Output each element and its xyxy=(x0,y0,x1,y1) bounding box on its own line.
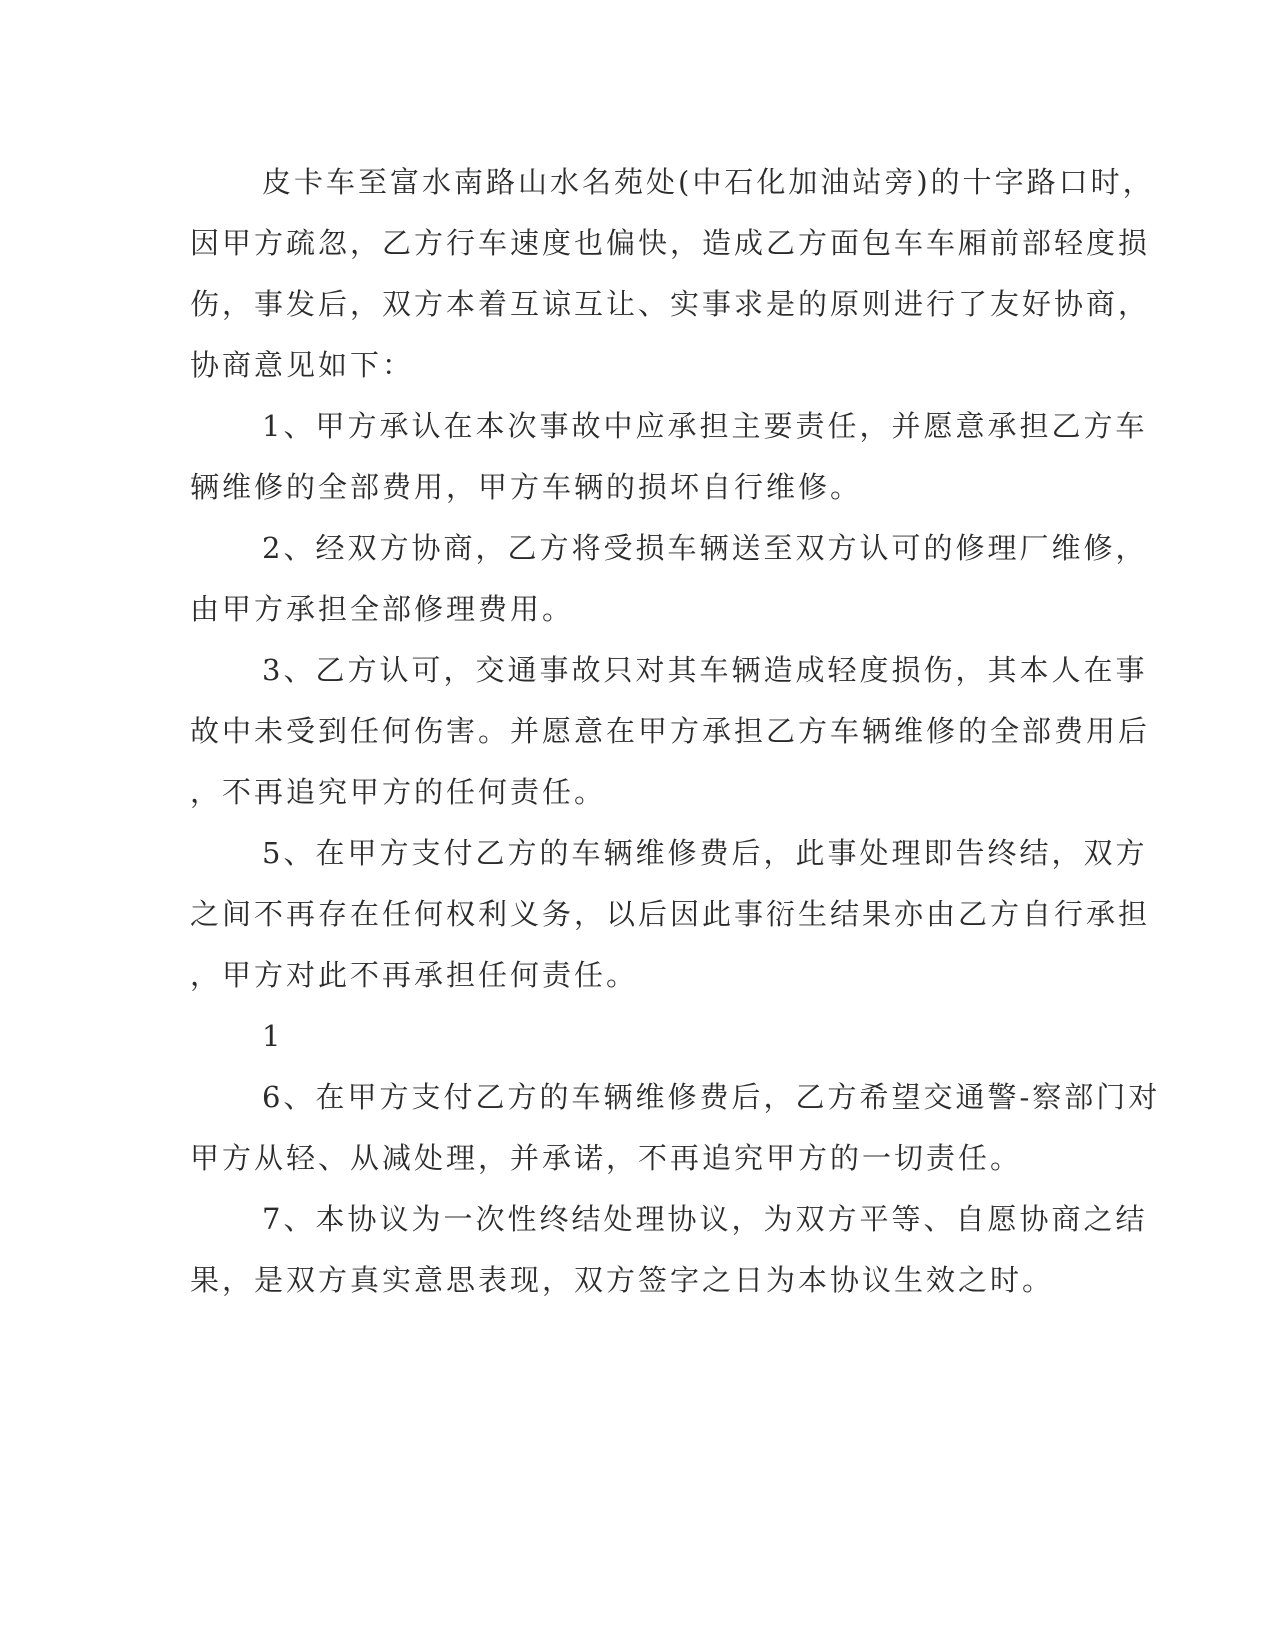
clause-3-line: 3、乙方认可，交通事故只对其车辆造成轻度损伤，其本人在事 xyxy=(262,653,1148,687)
text-line: 甲方从轻、从减处理，并承诺，不再追究甲方的一切责任。 xyxy=(190,1141,1023,1175)
text-line: 之间不再存在任何权利义务，以后因此事衍生结果亦由乙方自行承担 xyxy=(190,897,1151,931)
text-line: 伤，事发后，双方本着互谅互让、实事求是的原则进行了友好协商， xyxy=(190,287,1151,321)
clause-7-line: 7、本协议为一次性终结处理协议，为双方平等、自愿协商之结 xyxy=(262,1202,1148,1236)
clause-5-line: 5、在甲方支付乙方的车辆维修费后，此事处理即告终结，双方 xyxy=(262,836,1148,870)
clause-1-line: 1、甲方承认在本次事故中应承担主要责任，并愿意承担乙方车 xyxy=(262,409,1148,443)
text-line: 辆维修的全部费用，甲方车辆的损坏自行维修。 xyxy=(190,470,863,504)
text-line: 因甲方疏忽，乙方行车速度也偏快，造成乙方面包车车厢前部轻度损 xyxy=(190,226,1151,260)
text-line: 果，是双方真实意思表现，双方签字之日为本协议生效之时。 xyxy=(190,1263,1055,1297)
text-line: 皮卡车至富水南路山水名苑处(中石化加油站旁)的十字路口时， xyxy=(262,165,1155,199)
clause-2-line: 2、经双方协商，乙方将受损车辆送至双方认可的修理厂维修， xyxy=(262,531,1148,565)
text-line: 故中未受到任何伤害。并愿意在甲方承担乙方车辆维修的全部费用后 xyxy=(190,714,1151,748)
clause-6-line: 6、在甲方支付乙方的车辆维修费后，乙方希望交通警-察部门对 xyxy=(262,1080,1161,1114)
text-line: ，不再追究甲方的任何责任。 xyxy=(190,775,607,809)
document-body xyxy=(190,152,1161,1311)
text-line: 协商意见如下： xyxy=(190,348,415,382)
text-line: 由甲方承担全部修理费用。 xyxy=(190,592,575,626)
page-number: 1 xyxy=(262,1019,284,1053)
text-line: ，甲方对此不再承担任何责任。 xyxy=(190,958,639,992)
